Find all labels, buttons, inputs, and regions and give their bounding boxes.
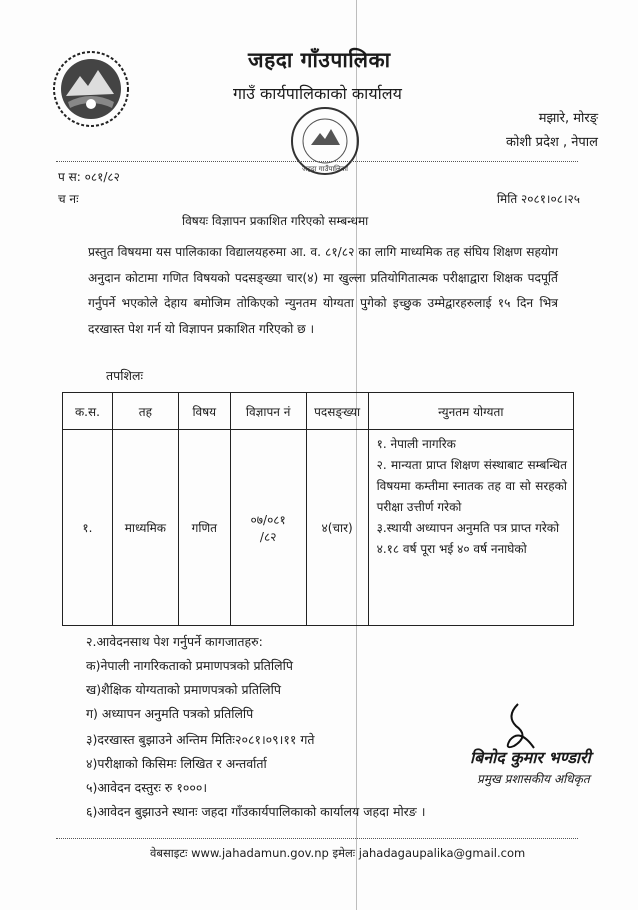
org-name: जहदा गाँउपालिका [248,48,391,72]
col-header-posts: पदसङ्ख्या [306,393,368,430]
col-header-level: तह [112,393,178,430]
documents-heading: २.आवेदनसाथ पेश गर्नुपर्ने कागजातहरु: [86,634,263,649]
address-line-2: कोशी प्रदेश , नेपाल [505,135,598,150]
term-fee: ५)आवेदन दस्तुरः रु १०००। [86,780,208,795]
footer-divider [56,838,578,839]
qualification-item: २. मान्यता प्राप्त शिक्षण संस्थाबाट सम्बन्धित विषयमा कम्तीमा स्नातक तह वा सो सरहको परीक्षा उत्तीर्ण गरेको [376,458,567,514]
qualification-item: १. नेपाली नागरिक [376,437,456,451]
office-name: गाउँ कार्यपालिकाको कार्यालय [233,84,402,103]
vacancy-table [62,392,574,626]
municipality-logo [52,50,130,128]
term-exam-type: ४)परीक्षाको किसिमः लिखित र अन्तर्वार्ता [86,756,267,771]
table-header-row [63,393,574,430]
dispatch-number: च नः [58,192,79,206]
reference-number: प स: ०८१/८२ [58,170,120,184]
term-submission-place: ६)आवेदन बुझाउने स्थानः जहदा गाँउकार्यपालिकाको कार्यालय जहदा मोरङ । [86,804,426,819]
row-level: माध्यमिक [112,430,178,626]
document-item: ग) अध्यापन अनुमति पत्रको प्रतिलिपि [86,706,254,721]
address-line-1: मझारे, मोरङ् [538,111,598,126]
scan-fold-line [356,0,357,910]
letter-date: मिति २०८१।०८।२५ [496,192,580,206]
vacancy-no-line-2: /८२ [259,529,277,544]
office-seal [287,105,365,179]
svg-text:जहदा गाउँपालिका: जहदा गाउँपालिका [302,165,348,173]
qualification-item: ३.स्थायी अध्यापन अनुमति पत्र प्राप्त गरेको [376,521,560,535]
col-header-sn: क.स. [63,393,113,430]
col-header-vacancy-no: विज्ञापन नं [230,393,306,430]
header-divider [56,161,578,162]
col-header-qualification: न्युनतम योग्यता [368,393,573,430]
row-posts: ४(चार) [306,430,368,626]
footer-contact: वेबसाइटः www.jahadamun.gov.np इमेलः jahadagaupalika@gmail.com [150,846,526,860]
row-sn: १. [63,430,113,626]
row-subject: गणित [178,430,230,626]
letter-body: प्रस्तुत विषयमा यस पालिकाका विद्यालयहरुमा आ. व. ८१/८२ का लागि माध्यमिक तह संघिय शिक्षण सहयोग अनुदान कोटामा गणित विषयको पदसङ्ख्या चार(४) मा खुल्ला प्रतियोगितात्मक परीक्षाद्वारा शिक्षक पदपूर्ति गर्नुपर्ने भएकोले देहाय बमोजिम तोकिएको न्युनतम योग्यता पुगेको इच्छुक उम्मेद्वारहरुलाई १५ दिन भित्र दरखास्त पेश गर्न यो विज्ञापन प्रकाशित गरिएको छ । [88,245,558,336]
row-vacancy-no [230,430,306,626]
vacancy-no-line-1: ०७/०८१ [250,512,286,527]
signatory-name: बिनोद कुमार भण्डारी [470,748,591,767]
signatory-title: प्रमुख प्रशासकीय अधिकृत [477,772,590,786]
details-heading: तपशिलः [106,368,143,383]
document-item: ख)शैक्षिक योग्यताको प्रमाणपत्रको प्रतिलिपि [86,682,281,697]
document-item: क)नेपाली नागरिकताको प्रमाणपत्रको प्रतिलिपि [86,658,293,673]
qualification-item: ४.१८ वर्ष पूरा भई ४० वर्ष ननाघेको [376,542,527,556]
term-deadline: ३)दरखास्त बुझाउने अन्तिम मितिः२०८१।०९।११ गते [86,732,315,747]
letter-subject: विषयः विज्ञापन प्रकाशित गरिएको सम्बन्धमा [182,214,369,228]
row-qualifications [368,430,573,626]
col-header-subject: विषय [178,393,230,430]
table-row [63,430,574,626]
